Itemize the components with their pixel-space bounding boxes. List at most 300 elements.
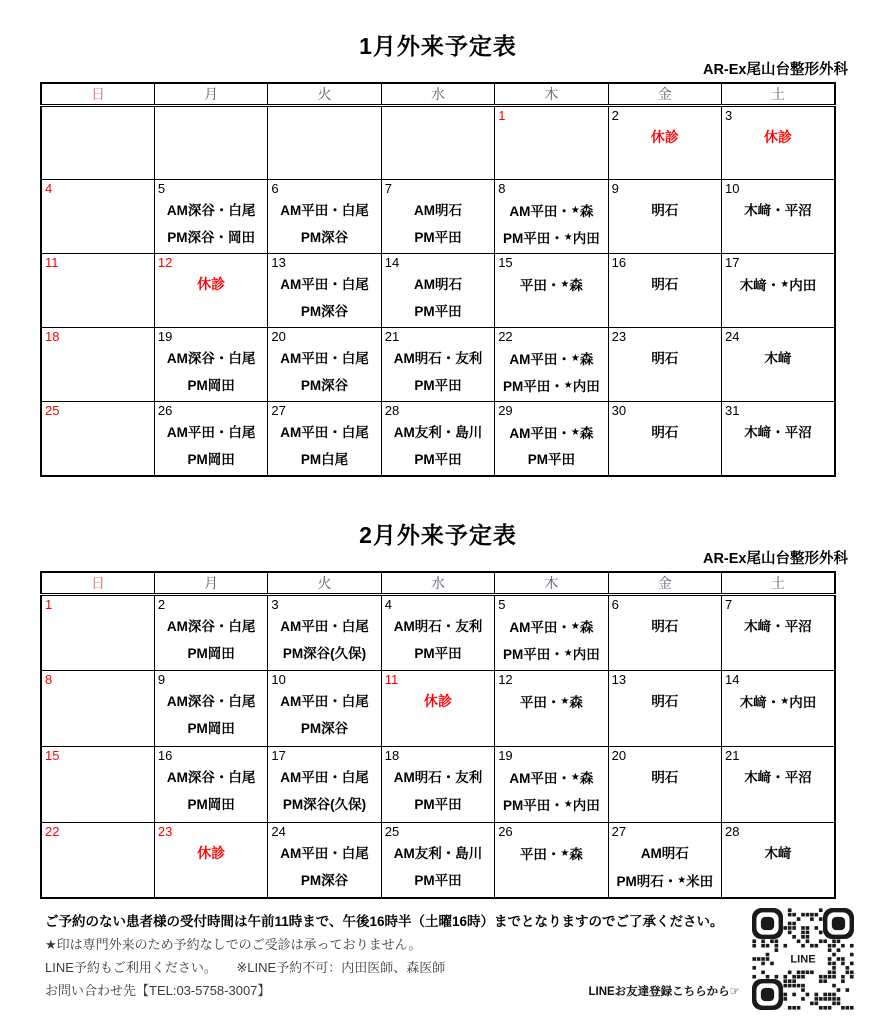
- cell-schedule: [268, 197, 380, 251]
- contact-phone: お問い合わせ先【TEL:03-5758-3007】: [45, 983, 271, 998]
- schedule-line: AM明石: [413, 277, 462, 292]
- day-header-5: 金: [608, 83, 721, 106]
- day-number: 29: [498, 403, 513, 418]
- day-header-5: 金: [608, 572, 721, 595]
- schedule-line: 木﨑・★内田: [739, 694, 817, 710]
- day-number: 14: [384, 255, 400, 270]
- day-header-6: 土: [722, 83, 835, 106]
- cell-schedule: [268, 345, 380, 399]
- day-number: 13: [271, 255, 286, 270]
- day-number: 23: [611, 329, 627, 344]
- day-number: 30: [611, 403, 627, 418]
- cell-schedule: [609, 271, 721, 298]
- day-header-0: 日: [41, 572, 154, 595]
- calendar-cell: [608, 328, 721, 402]
- cell-schedule: [155, 197, 267, 251]
- calendar-cell: [41, 254, 154, 328]
- calendar-cell: [381, 746, 494, 822]
- day-number: 11: [384, 671, 399, 687]
- calendar-cell: [154, 670, 267, 746]
- schedule-line: PM平田: [414, 645, 462, 661]
- cell-schedule: [722, 345, 834, 372]
- calendar-cell: [154, 106, 267, 180]
- schedule-line: PM明石・★米田: [616, 873, 714, 889]
- day-number: 21: [725, 747, 740, 763]
- schedule-line: PM岡田: [187, 452, 235, 467]
- calendar-cell: [495, 180, 608, 254]
- day-header-2: 火: [268, 83, 381, 106]
- day-number: 20: [271, 329, 286, 344]
- calendar-cell: [154, 180, 267, 254]
- calendar-cell: [495, 254, 608, 328]
- schedule-line: AM平田・白尾: [280, 618, 369, 634]
- day-number: 14: [725, 671, 740, 687]
- star-icon: ★: [560, 847, 570, 859]
- calendar-cell: [722, 254, 835, 328]
- calendar-cell: [41, 180, 154, 254]
- schedule-line: 明石: [651, 769, 679, 785]
- star-icon: ★: [560, 695, 570, 707]
- schedule-line: PM深谷(久保): [282, 645, 367, 661]
- schedule-line: AM深谷・白尾: [166, 693, 256, 709]
- day-number: 27: [271, 403, 286, 418]
- schedule-line: AM明石: [640, 845, 689, 861]
- day-number: 16: [157, 747, 173, 763]
- cell-schedule: [155, 764, 267, 818]
- schedule-line: PM平田: [414, 796, 462, 812]
- day-header-2: 火: [268, 572, 381, 595]
- schedule-line: 木﨑: [764, 845, 792, 861]
- schedule-line: PM平田: [414, 230, 462, 245]
- schedule-line: 明石: [651, 203, 679, 218]
- calendar-cell: [381, 402, 494, 476]
- cell-schedule: [382, 764, 494, 818]
- day-number: 12: [157, 255, 173, 270]
- schedule-line: 木﨑・平沼: [744, 203, 812, 218]
- calendar-cell: [608, 746, 721, 822]
- day-number: 26: [498, 823, 513, 839]
- star-icon: ★: [563, 232, 573, 243]
- calendar-cell: [268, 670, 381, 746]
- day-number: 31: [725, 403, 740, 418]
- february-calendar: [40, 571, 836, 900]
- day-number: 5: [157, 181, 166, 196]
- calendar-cell: [154, 254, 267, 328]
- day-number: 21: [384, 329, 400, 344]
- calendar-cell: [608, 180, 721, 254]
- day-number: 6: [611, 596, 619, 612]
- calendar-cell: [495, 106, 608, 180]
- cell-schedule: [382, 840, 494, 894]
- schedule-line: AM深谷・白尾: [166, 618, 256, 634]
- january-calendar: [40, 82, 836, 477]
- day-number: 18: [384, 747, 400, 763]
- day-header-4: 木: [495, 83, 608, 106]
- clinic-name: AR-Ex尾山台整形外科: [702, 62, 848, 78]
- calendar-cell: [608, 822, 721, 898]
- calendar-cell: [41, 670, 154, 746]
- cell-schedule: [382, 271, 494, 325]
- day-number: 10: [271, 671, 286, 687]
- closed-label: 休診: [197, 844, 226, 861]
- cell-schedule: [609, 197, 721, 224]
- schedule-line: AM深谷・白尾: [166, 351, 256, 366]
- schedule-line: PM平田・★内田: [503, 797, 600, 813]
- day-number: 7: [725, 596, 733, 612]
- calendar-cell: [268, 822, 381, 898]
- day-number: 15: [498, 255, 513, 270]
- cell-schedule: [609, 613, 721, 640]
- day-number: 3: [725, 108, 733, 123]
- cell-schedule: [722, 197, 834, 224]
- star-icon: ★: [560, 279, 570, 290]
- calendar-cell: [495, 746, 608, 822]
- calendar-cell: [495, 328, 608, 402]
- day-number: 24: [271, 823, 286, 839]
- schedule-line: PM岡田: [187, 796, 235, 812]
- calendar-cell: [722, 670, 835, 746]
- cell-schedule: [382, 688, 494, 715]
- calendar-cell: [41, 746, 154, 822]
- day-number: 16: [611, 255, 627, 270]
- reception-hours-note: ご予約のない患者様の受付時間は午前11時まで、午後16時半（土曜16時）までとなりますのでご了承ください。: [45, 914, 724, 929]
- schedule-line: 平田・★森: [519, 846, 583, 862]
- star-icon: ★: [563, 380, 573, 391]
- calendar-cell: [154, 822, 267, 898]
- cell-schedule: [382, 345, 494, 399]
- calendar-cell: [268, 402, 381, 476]
- day-header-6: 土: [722, 572, 835, 595]
- footer-bottom-row: [45, 979, 740, 1002]
- schedule-line: PM平田: [527, 452, 576, 467]
- schedule-line: PM平田: [414, 452, 462, 467]
- schedule-line: AM友利・島川: [393, 845, 483, 861]
- clinic-name: AR-Ex尾山台整形外科: [702, 550, 848, 567]
- calendar-cell: [154, 746, 267, 822]
- calendar-cell: [41, 594, 154, 670]
- calendar-cell: [608, 402, 721, 476]
- calendar-cell: [268, 746, 381, 822]
- day-number: 10: [725, 181, 740, 196]
- day-number: 1: [498, 108, 506, 123]
- closed-label: 休診: [197, 276, 226, 292]
- schedule-line: AM平田・白尾: [280, 277, 369, 292]
- day-number: 22: [45, 823, 60, 839]
- star-icon: ★: [570, 771, 580, 783]
- calendar-cell: [381, 822, 494, 898]
- schedule-line: 明石: [651, 351, 679, 366]
- star-icon: ★: [570, 620, 580, 632]
- schedule-line: PM平田: [414, 378, 462, 393]
- day-number: 5: [498, 596, 506, 612]
- day-number: 25: [384, 823, 400, 839]
- day-number: 3: [271, 596, 279, 612]
- cell-schedule: [722, 271, 834, 298]
- day-number: 26: [157, 403, 173, 418]
- schedule-line: PM平田・★内田: [503, 646, 600, 662]
- schedule-line: PM白尾: [300, 452, 349, 467]
- schedule-line: AM平田・白尾: [280, 203, 369, 218]
- cell-schedule: [722, 688, 834, 715]
- star-mark-note: ★印は専門外来のため予約なしでのご受診は承っておりません。: [45, 937, 422, 952]
- cell-schedule: [268, 271, 380, 325]
- calendar-cell: [495, 402, 608, 476]
- cell-schedule: [609, 764, 721, 791]
- calendar-cell: [722, 746, 835, 822]
- cell-schedule: [609, 419, 721, 446]
- schedule-line: PM深谷: [300, 304, 349, 319]
- cell-schedule: [609, 840, 721, 894]
- calendar-cell: [41, 328, 154, 402]
- schedule-line: AM平田・★森: [509, 204, 594, 219]
- calendar-cell: [154, 402, 267, 476]
- schedule-line: PM岡田: [187, 720, 235, 736]
- closed-label: 休診: [764, 129, 793, 145]
- day-number: 8: [45, 671, 53, 687]
- schedule-line: AM明石: [413, 203, 462, 218]
- qr-code-image: [752, 908, 854, 1010]
- day-number: 28: [384, 403, 400, 418]
- calendar-cell: [41, 822, 154, 898]
- calendar-cell: [41, 402, 154, 476]
- day-number: 22: [498, 329, 513, 344]
- schedule-line: 平田・★森: [519, 278, 583, 293]
- calendar-cell: [608, 594, 721, 670]
- line-reservation-note: LINE予約もご利用ください。 ※LINE予約不可：内田医師、森医師: [45, 960, 446, 975]
- schedule-line: 平田・★森: [519, 694, 583, 710]
- schedule-line: PM深谷: [300, 720, 349, 736]
- schedule-line: AM平田・白尾: [280, 845, 369, 861]
- cell-schedule: [155, 271, 267, 298]
- schedule-line: 明石: [651, 618, 679, 634]
- schedule-line: PM深谷(久保): [282, 796, 367, 812]
- calendar-cell: [722, 594, 835, 670]
- january-header: [40, 28, 848, 82]
- day-number: 20: [611, 747, 627, 763]
- cell-schedule: [495, 688, 607, 715]
- schedule-line: AM明石・友利: [393, 618, 483, 634]
- calendar-cell: [495, 594, 608, 670]
- calendar-cell: [722, 328, 835, 402]
- schedule-line: PM深谷: [300, 378, 349, 393]
- schedule-line: PM深谷・岡田: [167, 230, 255, 245]
- day-header-4: 木: [495, 572, 608, 595]
- schedule-line: 明石: [651, 693, 679, 709]
- footer-notes: [45, 910, 740, 1002]
- day-number: 2: [611, 108, 619, 123]
- schedule-line: PM平田・★内田: [503, 379, 600, 394]
- schedule-line: 明石: [651, 277, 679, 292]
- cell-schedule: [495, 197, 607, 251]
- schedule-line: 木﨑・平沼: [744, 769, 812, 785]
- schedule-line: AM深谷・白尾: [166, 203, 256, 218]
- calendar-cell: [608, 670, 721, 746]
- star-icon: ★: [563, 798, 573, 810]
- schedule-line: PM平田: [414, 872, 462, 888]
- calendar-cell: [41, 106, 154, 180]
- schedule-line: AM平田・★森: [509, 426, 594, 441]
- calendar-cell: [268, 254, 381, 328]
- cell-schedule: [382, 197, 494, 251]
- calendar-cell: [268, 180, 381, 254]
- star-icon: ★: [570, 427, 580, 438]
- january-calendar-table: [40, 82, 836, 477]
- cell-schedule: [155, 345, 267, 399]
- calendar-cell: [381, 328, 494, 402]
- day-header-3: 水: [381, 572, 494, 595]
- day-number: 2: [157, 596, 166, 612]
- cell-schedule: [495, 613, 607, 667]
- calendar-cell: [722, 106, 835, 180]
- cell-schedule: [382, 613, 494, 667]
- cell-schedule: [495, 840, 607, 867]
- schedule-line: AM平田・★森: [509, 352, 594, 367]
- schedule-line: AM平田・白尾: [166, 425, 256, 440]
- schedule-line: PM深谷: [300, 872, 349, 888]
- schedule-line: AM平田・白尾: [280, 769, 369, 785]
- cell-schedule: [268, 764, 380, 818]
- calendar-cell: [268, 594, 381, 670]
- calendar-cell: [722, 180, 835, 254]
- cell-schedule: [722, 764, 834, 791]
- schedule-line: AM平田・★森: [509, 770, 594, 786]
- day-number: 11: [45, 255, 59, 270]
- calendar-cell: [381, 670, 494, 746]
- cell-schedule: [495, 764, 607, 818]
- calendar-cell: [154, 594, 267, 670]
- day-number: 24: [725, 329, 740, 344]
- cell-schedule: [722, 419, 834, 446]
- schedule-line: PM岡田: [187, 645, 235, 661]
- day-number: 17: [271, 747, 286, 763]
- cell-schedule: [155, 419, 267, 473]
- calendar-cell: [722, 822, 835, 898]
- schedule-line: AM明石・友利: [393, 769, 483, 785]
- day-number: 19: [157, 329, 173, 344]
- star-icon: ★: [570, 353, 580, 364]
- schedule-line: AM深谷・白尾: [166, 769, 256, 785]
- cell-schedule: [609, 124, 721, 151]
- calendar-cell: [608, 106, 721, 180]
- day-number: 8: [498, 181, 506, 196]
- line-qr-code: [752, 908, 854, 1010]
- day-number: 17: [725, 255, 740, 270]
- january-section: [40, 0, 848, 477]
- schedule-line: PM平田・★内田: [503, 231, 600, 246]
- schedule-line: 木﨑・平沼: [744, 618, 812, 634]
- february-header: [40, 517, 848, 571]
- day-number: 1: [45, 596, 53, 612]
- day-number: 19: [498, 747, 513, 763]
- schedule-line: PM岡田: [187, 378, 235, 393]
- month-title-january: 1月外来予定表: [359, 33, 517, 59]
- cell-schedule: [722, 840, 834, 867]
- day-number: 18: [45, 329, 60, 344]
- cell-schedule: [382, 419, 494, 473]
- cell-schedule: [268, 840, 380, 894]
- cell-schedule: [268, 688, 380, 742]
- calendar-cell: [154, 328, 267, 402]
- schedule-line: AM平田・★森: [509, 619, 594, 635]
- schedule-line: 木﨑・★内田: [739, 278, 817, 293]
- cell-schedule: [495, 271, 607, 298]
- day-header-1: 月: [154, 83, 267, 106]
- schedule-line: AM平田・白尾: [280, 351, 369, 366]
- closed-label: 休診: [423, 692, 452, 709]
- schedule-line: AM明石・友利: [393, 351, 483, 366]
- day-number: 27: [611, 823, 627, 839]
- day-number: 15: [45, 747, 60, 763]
- calendar-cell: [722, 402, 835, 476]
- cell-schedule: [722, 613, 834, 640]
- schedule-line: PM深谷: [300, 230, 349, 245]
- month-title-february: 2月外来予定表: [359, 521, 517, 548]
- closed-label: 休診: [650, 129, 679, 145]
- star-icon: ★: [780, 279, 790, 290]
- star-icon: ★: [677, 874, 687, 886]
- calendar-cell: [268, 328, 381, 402]
- day-header-1: 月: [154, 572, 267, 595]
- february-section: [40, 517, 848, 900]
- day-number: 12: [498, 671, 513, 687]
- cell-schedule: [155, 688, 267, 742]
- calendar-cell: [495, 822, 608, 898]
- qr-line-label: LINE: [790, 953, 816, 966]
- calendar-cell: [268, 106, 381, 180]
- calendar-cell: [381, 594, 494, 670]
- schedule-line: AM平田・白尾: [280, 425, 369, 440]
- day-number: 13: [611, 671, 627, 687]
- day-header-3: 水: [381, 83, 494, 106]
- schedule-line: 明石: [651, 425, 679, 440]
- schedule-line: 木﨑: [764, 351, 792, 366]
- star-icon: ★: [570, 205, 580, 216]
- cell-schedule: [609, 688, 721, 715]
- day-number: 28: [725, 823, 740, 839]
- cell-schedule: [495, 419, 607, 473]
- cell-schedule: [722, 124, 834, 151]
- schedule-line: AM友利・島川: [393, 425, 483, 440]
- line-register-label: LINEお友達登録こちらから☞: [588, 985, 740, 998]
- calendar-cell: [381, 254, 494, 328]
- schedule-line: PM平田: [414, 304, 462, 319]
- day-header-0: 日: [41, 83, 154, 106]
- day-number: 9: [157, 671, 166, 687]
- day-number: 6: [271, 181, 279, 196]
- schedule-line: AM平田・白尾: [280, 693, 369, 709]
- day-number: 7: [384, 181, 392, 196]
- day-number: 23: [157, 823, 173, 839]
- day-number: 4: [45, 181, 53, 196]
- cell-schedule: [155, 840, 267, 867]
- cell-schedule: [268, 419, 380, 473]
- star-icon: ★: [563, 647, 573, 659]
- day-number: 9: [611, 181, 619, 196]
- february-calendar-table: [40, 571, 836, 900]
- cell-schedule: [609, 345, 721, 372]
- star-icon: ★: [780, 695, 790, 707]
- day-number: 25: [45, 403, 60, 418]
- calendar-cell: [381, 106, 494, 180]
- calendar-cell: [381, 180, 494, 254]
- day-number: 4: [384, 596, 392, 612]
- schedule-line: 木﨑・平沼: [744, 425, 812, 440]
- cell-schedule: [155, 613, 267, 667]
- cell-schedule: [495, 345, 607, 399]
- calendar-cell: [608, 254, 721, 328]
- cell-schedule: [268, 613, 380, 667]
- calendar-cell: [495, 670, 608, 746]
